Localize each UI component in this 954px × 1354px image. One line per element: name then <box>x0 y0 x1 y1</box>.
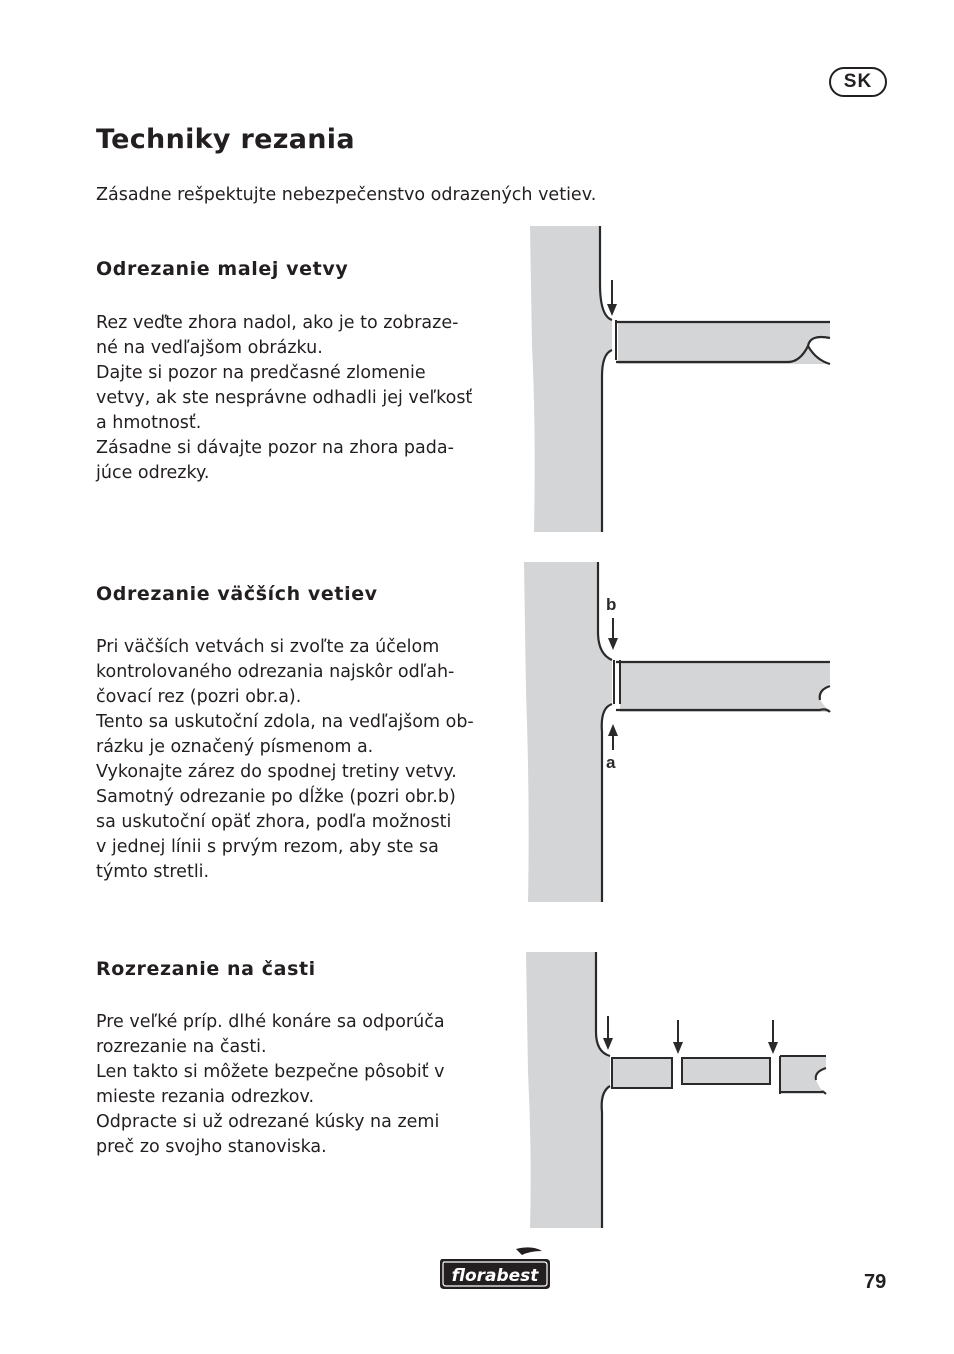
figure-cutting-into-parts <box>522 952 834 1228</box>
section-body-cutting-into-parts: Pre veľké príp. dlhé konáre sa odporúča rozrezanie na časti. Len takto si môžete bezpečne pôsobiť v mieste rezania odrezkov. Odpracte si už odrezané kúsky na zemi preč zo svojho stanoviska. <box>96 1012 445 1157</box>
figure-small-branch-cut <box>528 226 838 532</box>
section-heading-larger-branches: Odrezanie väčších vetiev <box>96 583 378 605</box>
intro-text: Zásadne rešpektujte nebezpečenstvo odrazených vetiev. <box>96 185 597 205</box>
down-arrow-icon <box>603 1016 613 1050</box>
down-arrow-icon <box>673 1020 683 1054</box>
language-badge: SK <box>829 67 887 97</box>
cut-label-b: b <box>606 595 617 614</box>
up-arrow-icon <box>608 724 618 750</box>
svg-text:florabest: florabest <box>451 1266 539 1286</box>
down-arrow-icon <box>608 618 618 650</box>
section-heading-cutting-into-parts: Rozrezanie na časti <box>96 958 316 980</box>
down-arrow-icon <box>607 280 617 316</box>
cut-label-a: a <box>606 753 616 772</box>
section-heading-small-branch: Odrezanie malej vetvy <box>96 258 349 280</box>
figure-larger-branch-cut <box>520 562 838 902</box>
section-body-small-branch: Rez veďte zhora nadol, ako je to zobraze- né na vedľajšom obrázku. Dajte si pozor na predčasné zlomenie vetvy, ak ste nesprávne odhadli jej veľkosť a hmotnosť. Zásadne si dávajte pozor na zhora pada- júce odrezky. <box>96 313 473 483</box>
florabest-logo <box>438 1245 552 1291</box>
page-number: 79 <box>864 1271 887 1293</box>
section-body-larger-branches: Pri väčších vetvách si zvoľte za účelom kontrolovaného odrezania najskôr odľah- čovací rez (pozri obr.a). Tento sa uskutoční zdola, na vedľajšom ob- rázku je označený písmenom a. Vykonajte zárez do spodnej tretiny vetvy. Samotný odrezanie po dĺžke (pozri obr.b) sa uskutoční opäť zhora, podľa možnosti v jednej línii s prvým rezom, aby ste sa týmto stretli. <box>96 637 474 882</box>
down-arrow-icon <box>768 1020 778 1054</box>
page-title: Techniky rezania <box>96 124 355 155</box>
